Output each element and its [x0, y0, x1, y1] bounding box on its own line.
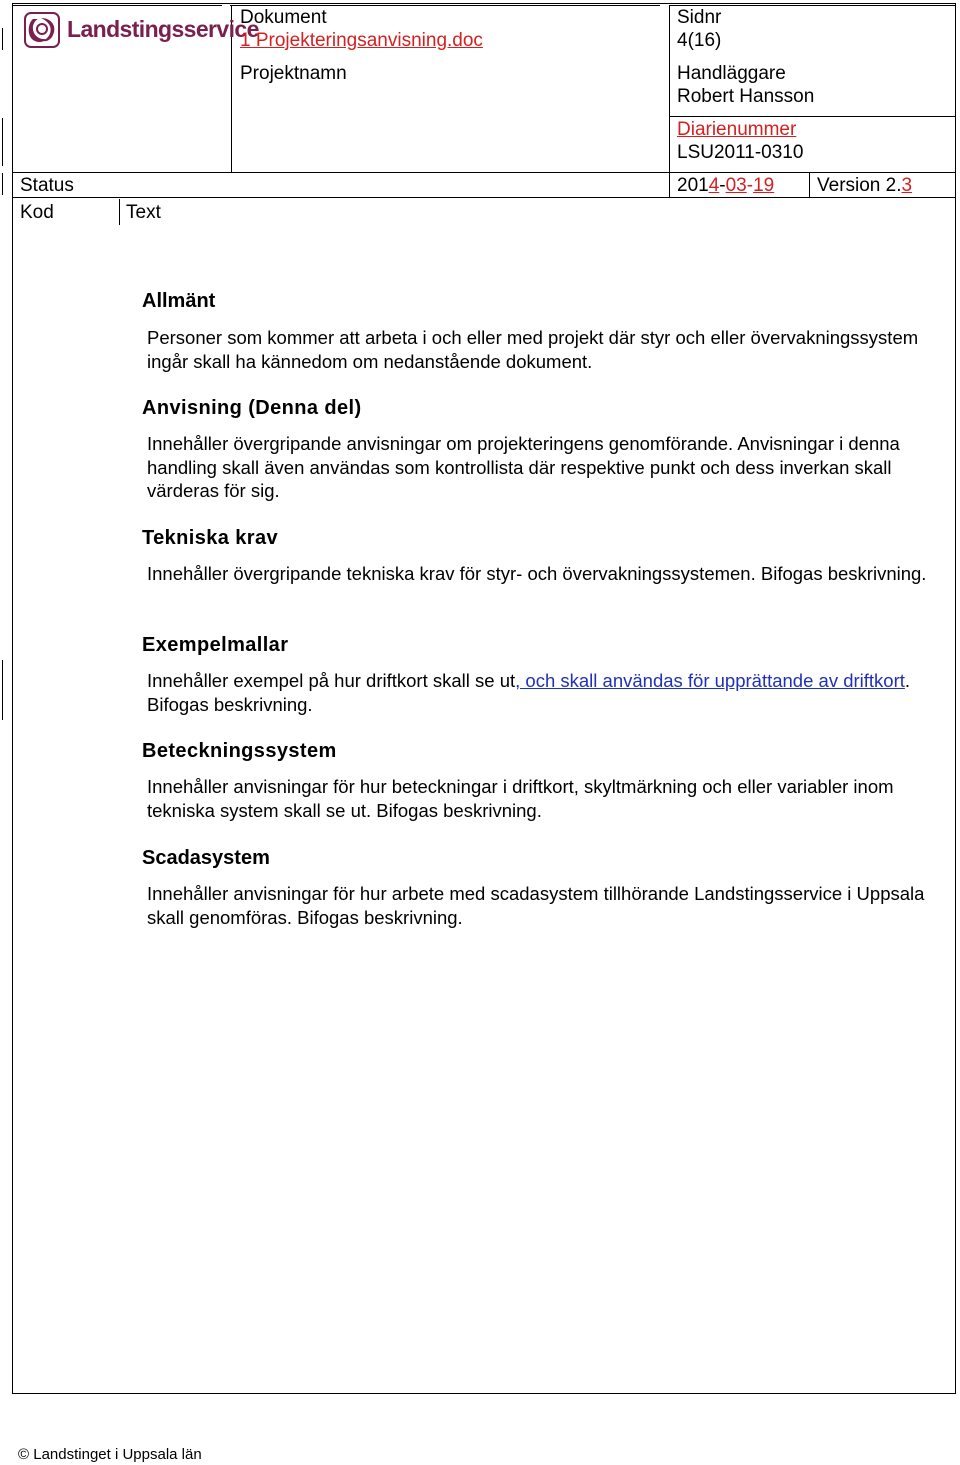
change-bar: [2, 660, 3, 720]
kod-label: Kod: [20, 202, 54, 223]
date-sep: -: [746, 175, 754, 196]
change-bar: [2, 173, 3, 195]
paragraph-allmant: Personer som kommer att arbeta i och eller med projekt där styr och eller övervakningssystem ingår skall ha kännedom om nedanstående dokument.: [147, 327, 919, 372]
dokument-value[interactable]: 1 Projekteringsanvisning.doc: [240, 30, 483, 51]
date-part-a: 4: [708, 175, 720, 196]
exempel-inserted-link[interactable]: , och skall användas för upprättande av driftkort: [515, 670, 905, 691]
handlaggare-label: Handläggare: [677, 63, 786, 84]
date-field: [677, 174, 774, 197]
change-bar: [2, 118, 3, 166]
sidnr-value: 4(16): [677, 30, 722, 51]
heading-tekniska-krav: Tekniska krav: [142, 527, 279, 549]
sidnr-label: Sidnr: [677, 7, 722, 28]
heading-allmant: Allmänt: [142, 290, 216, 312]
footer-text: Landstinget i Uppsala län: [33, 1446, 202, 1463]
heading-anvisning: Anvisning (Denna del): [142, 397, 362, 419]
date-sep: -: [719, 175, 726, 196]
change-bar: [2, 28, 3, 50]
heading-beteckningssystem: Beteckningssystem: [142, 740, 337, 762]
header-rule: [12, 197, 956, 198]
projektnamn-label: Projektnamn: [240, 63, 347, 84]
copyright-icon: ©: [18, 1446, 30, 1463]
diarienummer-value: LSU2011-0310: [677, 142, 804, 163]
handlaggare-value: Robert Hansson: [677, 86, 815, 107]
date-part-c: 19: [753, 175, 775, 196]
diarienummer-label[interactable]: Diarienummer: [677, 119, 797, 140]
paragraph-anvisning: Innehåller övergripande anvisningar om projekteringens genomförande. Anvisningar i denna handling skall även användas som kontrollista där respektive punkt och dess inverkan skall värderas för sig.: [147, 433, 900, 501]
footer: [18, 1445, 202, 1465]
header-rule: [670, 116, 956, 117]
header-rule: [12, 5, 222, 6]
version-prefix: Version 2.: [817, 175, 902, 196]
header-divider: [669, 5, 670, 197]
logo-text: Landstingsservice: [67, 16, 259, 42]
landstingsservice-logo-icon: [24, 12, 60, 48]
header-divider: [809, 173, 810, 197]
status-label: Status: [20, 175, 74, 196]
version-suffix: 3: [901, 175, 913, 196]
heading-exempelmallar: Exempelmallar: [142, 634, 289, 656]
paragraph-beteckningssystem: Innehåller anvisningar för hur beteckningar i driftkort, skyltmärkning och eller variabler inom tekniska system skall se ut. Bifogas beskrivning.: [147, 776, 894, 821]
paragraph-tekniska-krav: Innehåller övergripande tekniska krav för styr- och övervakningssystemen. Bifogas beskrivning.: [147, 563, 927, 584]
text-label: Text: [126, 202, 161, 223]
logo: [22, 12, 259, 50]
version-field: [817, 174, 912, 197]
exempel-text-end: . Bifogas beskrivning.: [147, 670, 911, 715]
paragraph-scadasystem: Innehåller anvisningar för hur arbete med scadasystem tillhörande Landstingsservice i Uppsala skall genomföras. Bifogas beskrivning.: [147, 883, 925, 928]
paragraph-exempelmallar: [147, 669, 937, 716]
date-part-b: 03: [725, 175, 747, 196]
heading-scadasystem: Scadasystem: [142, 847, 270, 869]
kod-text-divider: [119, 199, 120, 225]
exempel-text-start: Innehåller exempel på hur driftkort skall se ut: [147, 670, 516, 691]
header-rule: [12, 172, 956, 173]
dokument-label: Dokument: [240, 7, 327, 28]
date-prefix: 201: [677, 175, 709, 196]
